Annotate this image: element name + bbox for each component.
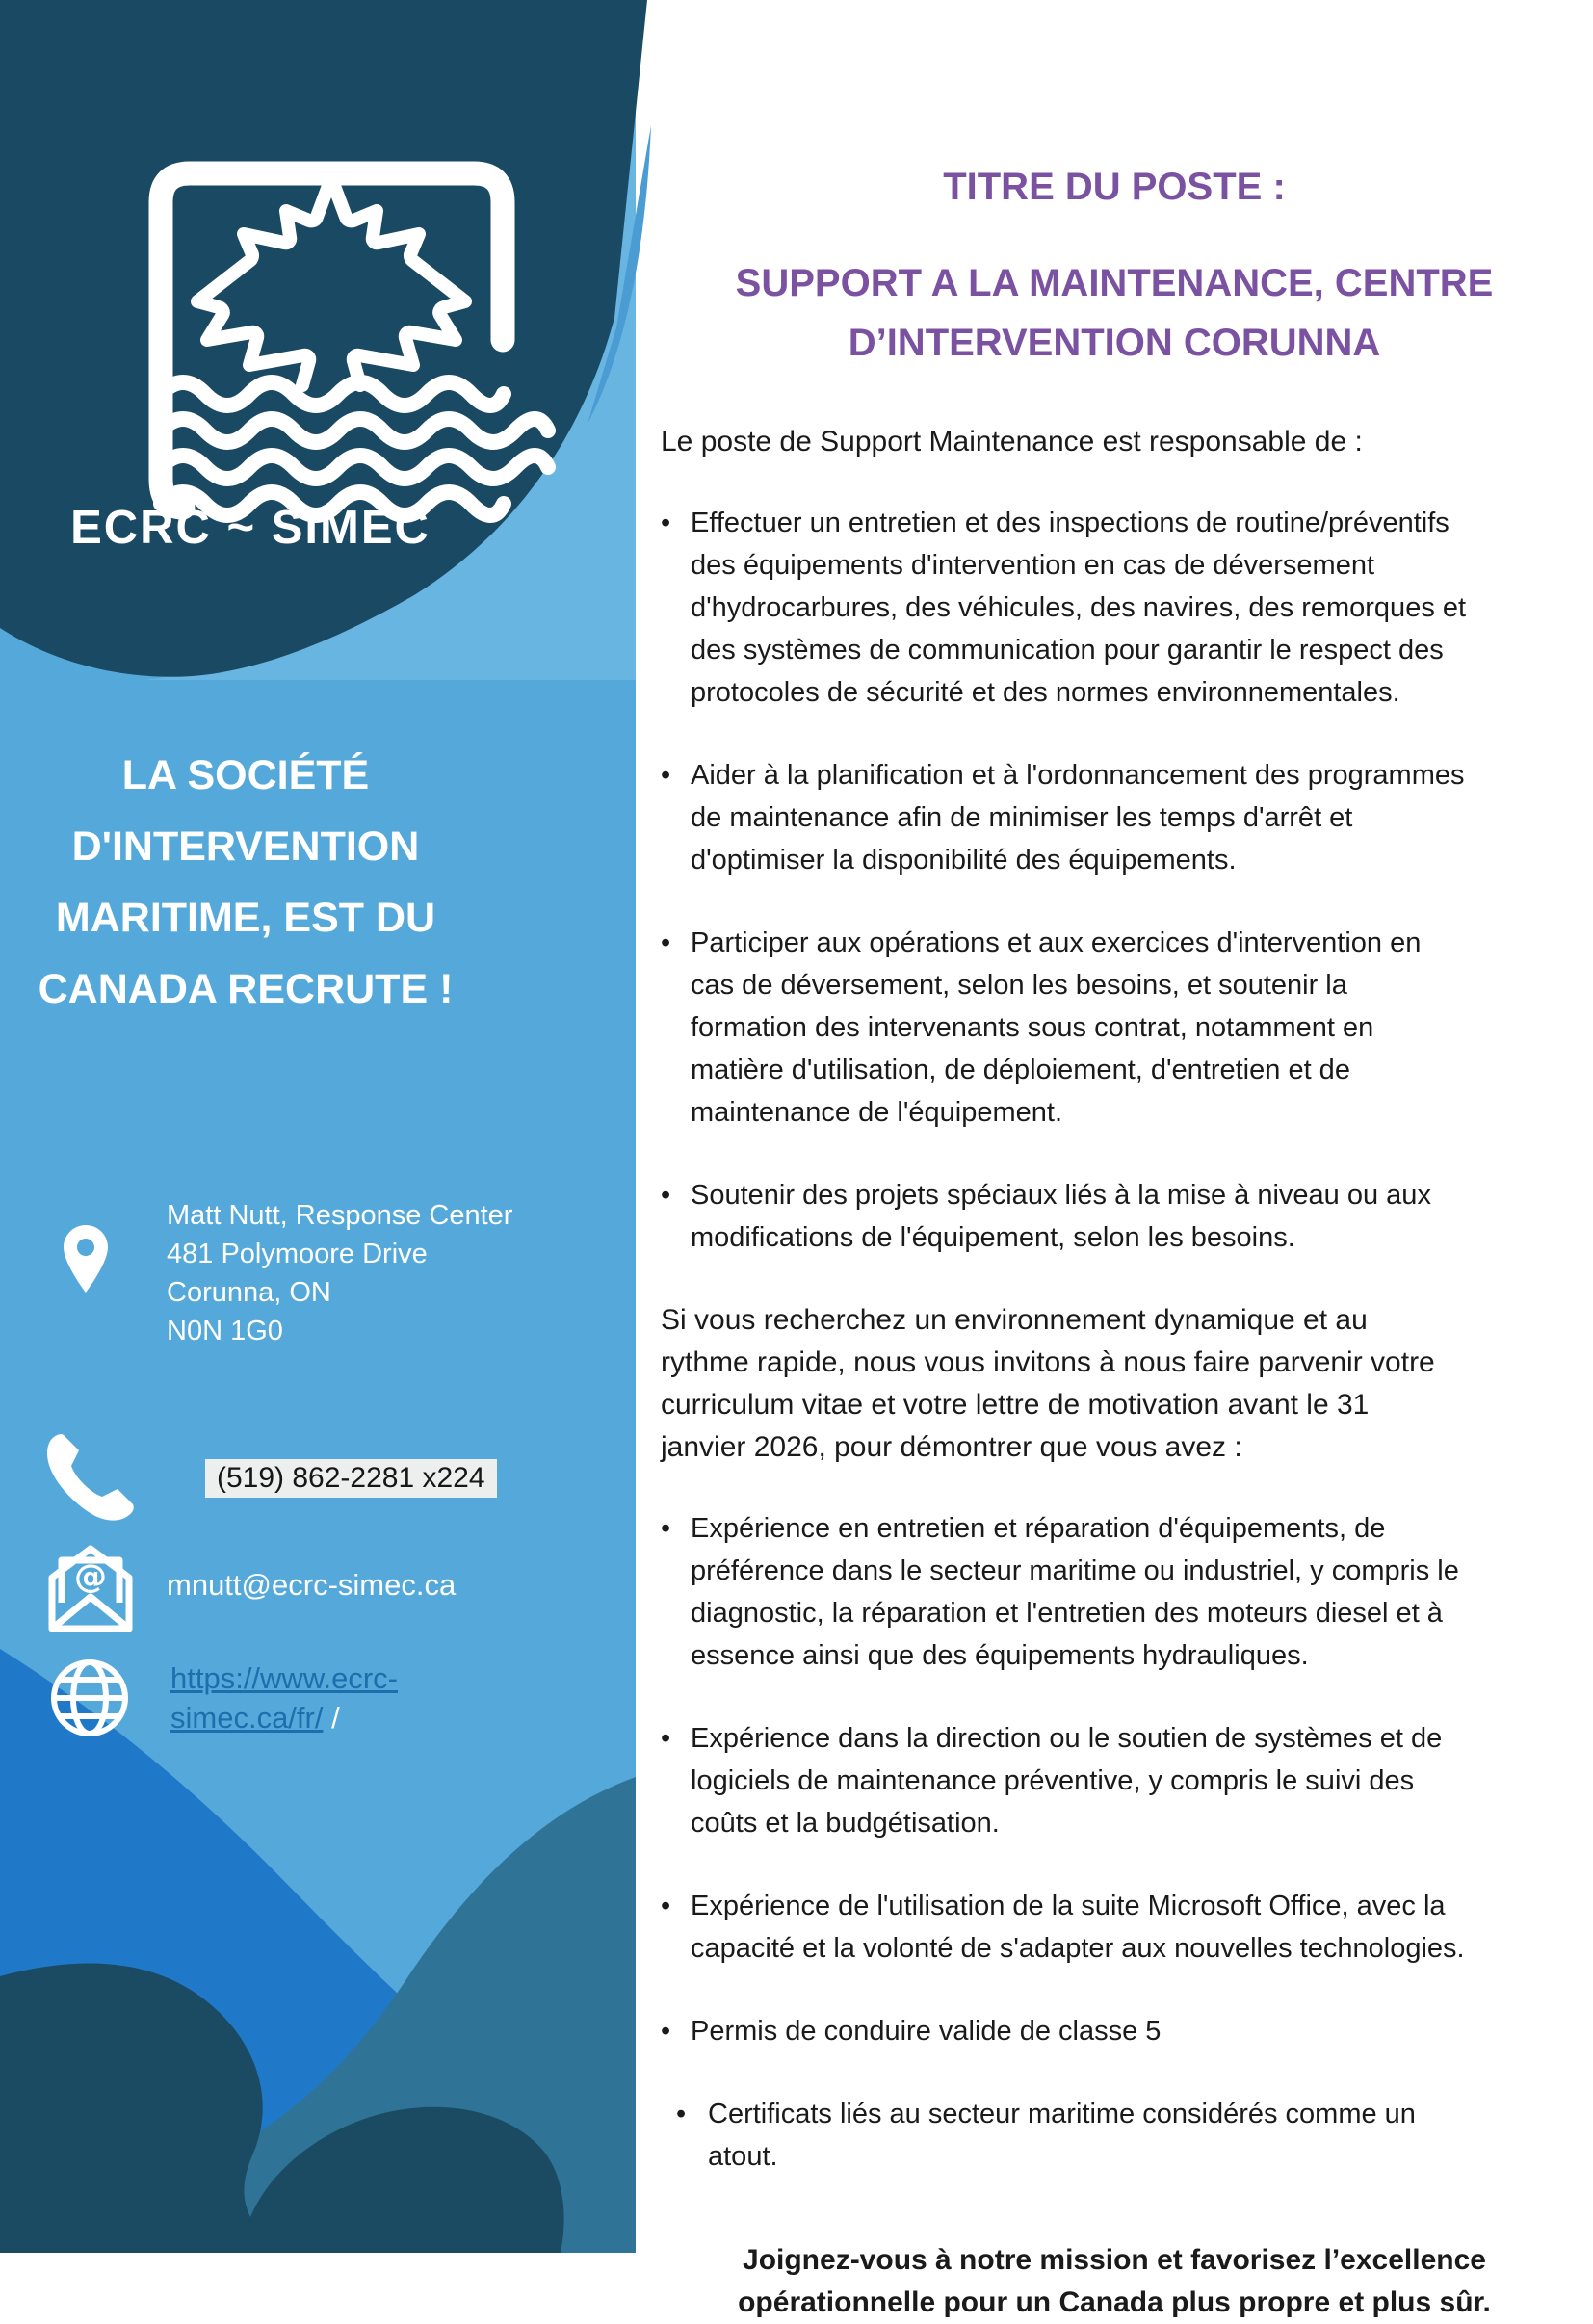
- qualification-item: • Expérience de l'utilisation de la suite Microsoft Office, avec la capacité et la volonté de s'adapter aux nouvelles technologies.: [661, 1885, 1468, 1970]
- qualification-item: • Expérience dans la direction ou le soutien de systèmes et de logiciels de maintenance préventive, y compris le suivi des coûts et la budgétisation.: [661, 1717, 1468, 1844]
- qualifications-list: [661, 1507, 1468, 2178]
- main-content: [636, 0, 1593, 2318]
- address-line: 481 Polymoore Drive: [167, 1239, 428, 1269]
- responsibility-item: • Participer aux opérations et aux exercices d'intervention en cas de déversement, selon les besoins, et soutenir la formation des intervenants sous contrat, notamment en matière d'utilisation, de déploiement, d'entretien et de maintenance de l'équipement.: [661, 922, 1468, 1134]
- company-logo: [60, 130, 561, 520]
- intro-paragraph: Le poste de Support Maintenance est responsable de :: [661, 426, 1363, 457]
- qualification-item: • Permis de conduire valide de classe 5: [661, 2010, 1468, 2052]
- address-line: N0N 1G0: [167, 1316, 283, 1346]
- headline-line: CANADA RECRUTE !: [38, 966, 454, 1012]
- closing-statement: Joignez-vous à notre mission et favorisez l’excellence opérationnelle pour un Canada plus propre et plus sûr.: [738, 2244, 1491, 2318]
- qualification-item: • Expérience en entretien et réparation d'équipements, de préférence dans le secteur maritime ou industriel, y compris le diagnostic, la réparation et l'entretien des moteurs diesel et à essence ainsi que des équipements hydrauliques.: [661, 1507, 1468, 1677]
- job-title-line: SUPPORT A LA MAINTENANCE, CENTRE: [735, 262, 1494, 304]
- address-line: Matt Nutt, Response Center: [167, 1200, 513, 1231]
- phone-icon: [46, 1433, 135, 1522]
- responsibility-item: • Aider à la planification et à l'ordonnancement des programmes de maintenance afin de minimiser les temps d'arrêt et d'optimiser la disponibilité des équipements.: [661, 754, 1468, 881]
- job-title: [636, 253, 1593, 373]
- cta-paragraph: Si vous recherchez un environnement dynamique et au rythme rapide, nous vous invitons à nous faire parvenir votre curriculum vitae et votre lettre de motivation avant le 31 janvier 2026, pour démontrer que vous avez :: [661, 1304, 1435, 1463]
- headline-line: LA SOCIÉTÉ: [121, 752, 370, 798]
- recruiting-headline: [19, 740, 472, 1025]
- responsibility-item: • Effectuer un entretien et des inspections de routine/préventifs des équipements d'intervention en cas de déversement d'hydrocarbures, des véhicules, des navires, des remorques et des systèmes de communication pour garantir le respect des protocoles de sécurité et des normes environnementales.: [661, 502, 1468, 714]
- svg-text:@: @: [74, 1557, 107, 1596]
- qualification-item: • Certificats liés au secteur maritime considérés comme un atout.: [668, 2093, 1468, 2178]
- phone-number: (519) 862-2281 x224: [205, 1459, 497, 1498]
- headline-line: MARITIME, EST DU: [55, 895, 436, 941]
- post-title-label: TITRE DU POSTE :: [943, 166, 1286, 208]
- address-block: [167, 1196, 571, 1350]
- responsibilities-list: [661, 502, 1468, 1259]
- headline-line: D'INTERVENTION: [71, 823, 420, 870]
- maple-leaf-waves-icon: [60, 130, 561, 520]
- globe-icon: [50, 1658, 129, 1737]
- website-link[interactable]: https://www.ecrc- simec.ca/fr/: [170, 1661, 398, 1735]
- email-envelope-icon: [48, 1541, 133, 1632]
- location-pin-icon: [64, 1225, 108, 1293]
- website-suffix: /: [331, 1701, 340, 1735]
- address-line: Corunna, ON: [167, 1277, 331, 1308]
- responsibility-item: • Soutenir des projets spéciaux liés à la mise à niveau ou aux modifications de l'équipement, selon les besoins.: [661, 1174, 1468, 1259]
- email-address: mnutt@ecrc-simec.ca: [167, 1568, 457, 1602]
- job-title-line: D’INTERVENTION CORUNNA: [848, 322, 1381, 364]
- sidebar: [0, 0, 655, 2253]
- website-row: [170, 1658, 398, 1737]
- brand-name: ECRC ~ SIMEC: [70, 502, 431, 554]
